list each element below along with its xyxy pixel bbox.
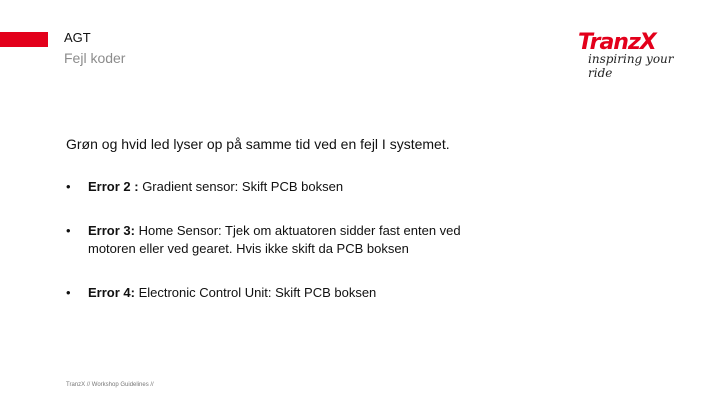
logo-tagline: inspiring your ride	[588, 52, 674, 80]
footer-text: TranzX // Workshop Guidelines //	[66, 382, 154, 388]
intro-text: Grøn og hvid led lyser op på samme tid ved en fejl I systemet.	[66, 136, 450, 152]
error-description: Home Sensor: Tjek om aktuatoren sidder fast enten ved motoren eller ved gearet. Hvis ikke skift da PCB boksen	[88, 223, 461, 256]
error-item-2	[66, 178, 506, 196]
page-subtitle: Fejl koder	[64, 50, 126, 66]
bullet-icon: •	[66, 285, 71, 300]
error-label: Error 2 :	[88, 179, 139, 194]
error-list	[66, 178, 506, 328]
error-label: Error 4:	[88, 285, 135, 300]
tranzx-logo	[578, 30, 690, 80]
bullet-icon: •	[66, 223, 71, 238]
error-description: Electronic Control Unit: Skift PCB boksen	[134, 285, 377, 300]
error-item-4	[66, 284, 506, 302]
error-item-3	[66, 222, 506, 258]
logo-brand: TranzX	[578, 30, 656, 55]
red-accent-tab	[0, 32, 48, 47]
error-description: Gradient sensor: Skift PCB boksen	[138, 179, 344, 194]
page-title: AGT	[64, 30, 91, 45]
bullet-icon: •	[66, 179, 71, 194]
error-label: Error 3:	[88, 223, 135, 238]
